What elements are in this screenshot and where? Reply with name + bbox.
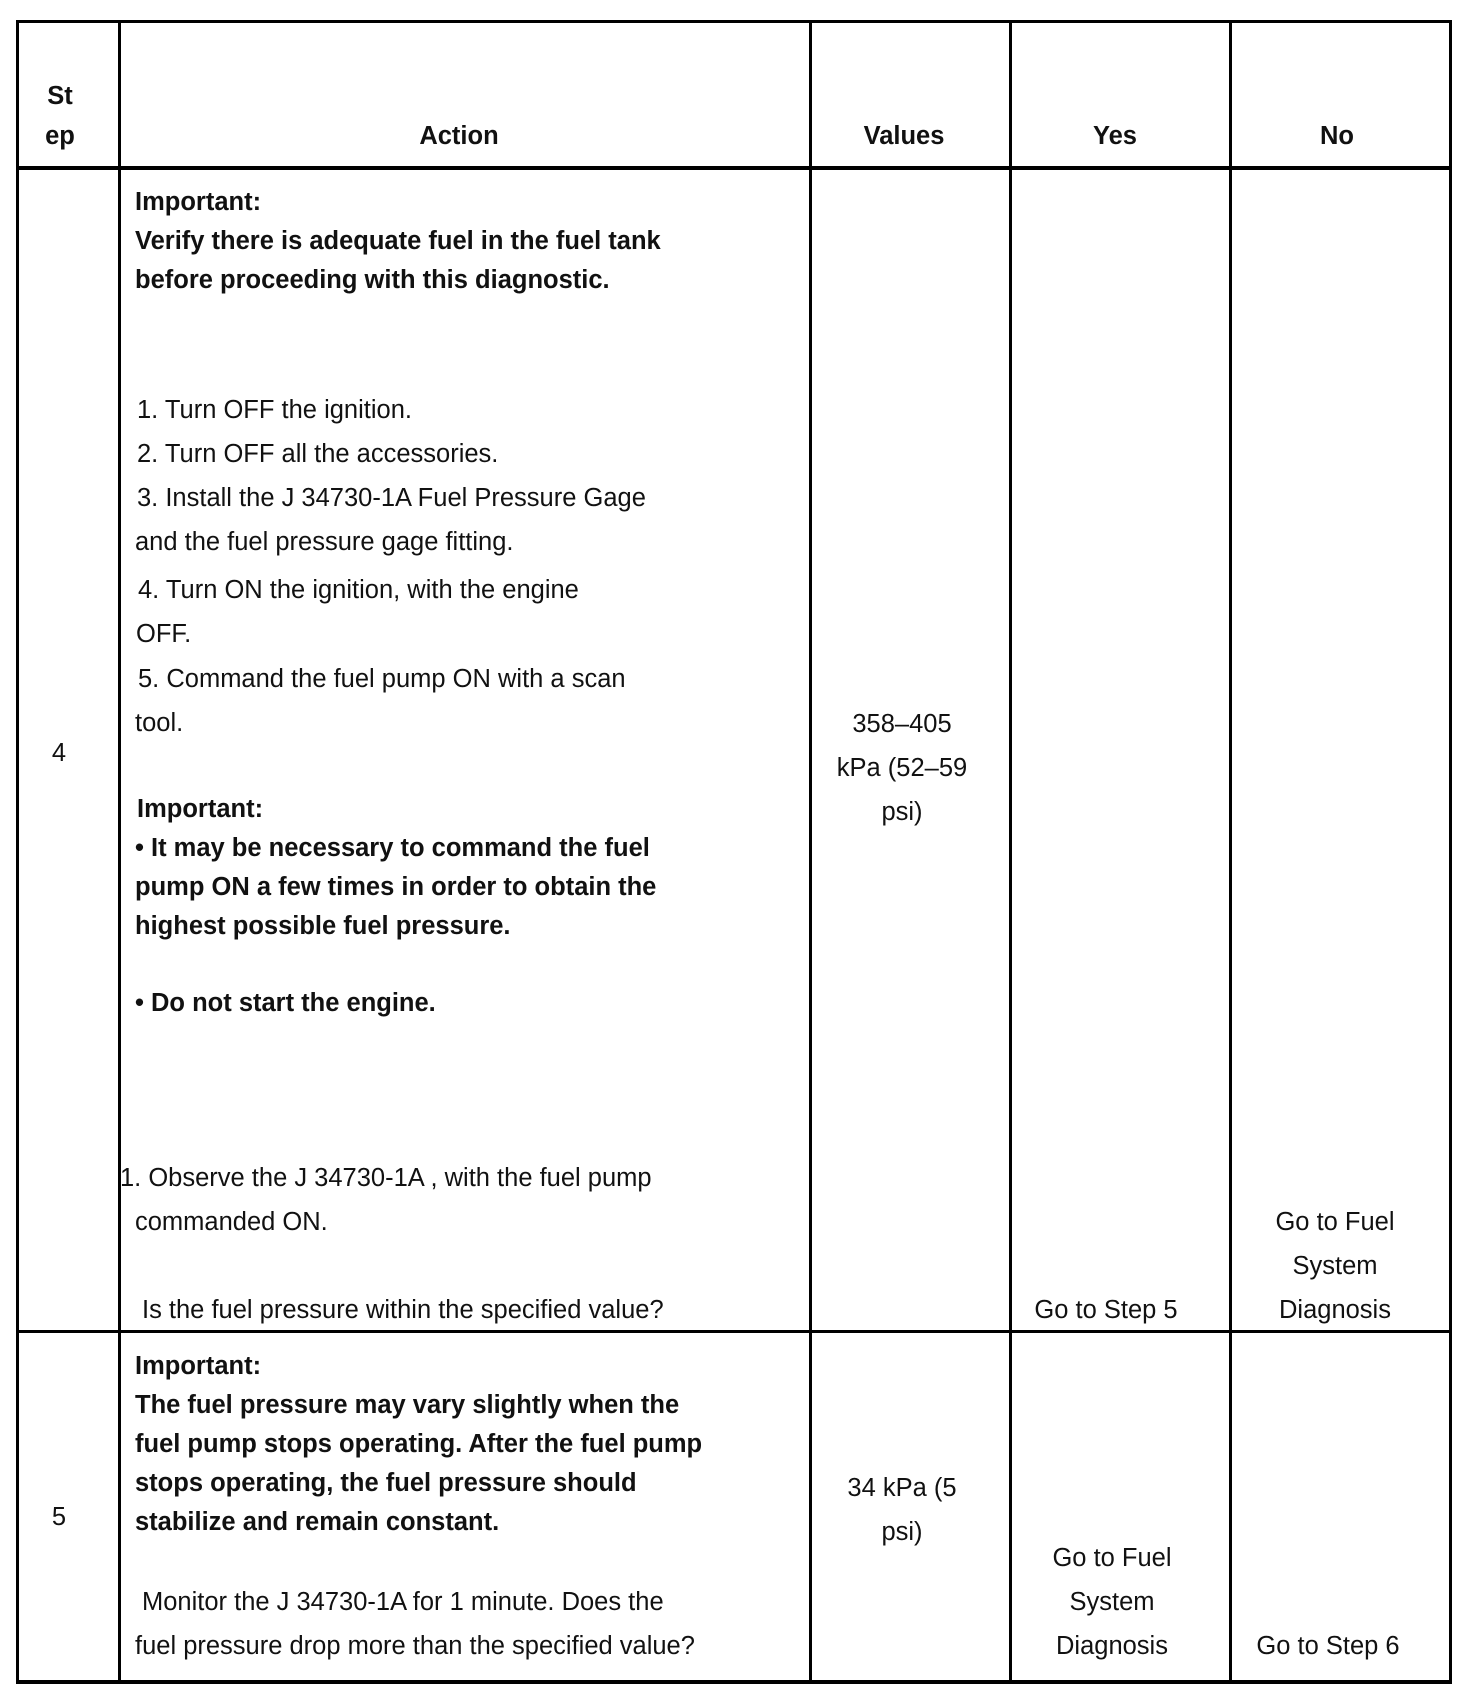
bullet-line: highest possible fuel pressure. xyxy=(135,912,511,940)
question: Is the fuel pressure within the specified value? xyxy=(142,1296,664,1324)
important-text xyxy=(135,222,661,300)
column-divider xyxy=(1229,20,1232,1684)
important-text xyxy=(135,1386,702,1542)
diagnostic-table xyxy=(16,20,1452,1684)
value-line: kPa (52–59 xyxy=(836,754,968,782)
important-label: Important: xyxy=(135,1352,262,1380)
observe-step: 1. Observe the J 34730-1A , with the fuel pump xyxy=(120,1164,652,1192)
question-continued: fuel pressure drop more than the specified value? xyxy=(135,1632,695,1660)
bullet-line: • It may be necessary to command the fuel xyxy=(135,834,650,862)
result-line: Diagnosis xyxy=(1279,1296,1391,1324)
no-result xyxy=(1275,1200,1394,1332)
observe-step-continued: commanded ON. xyxy=(135,1208,328,1236)
header-values: Values xyxy=(863,122,945,150)
result-line: Go to Fuel xyxy=(1052,1544,1172,1572)
procedure-step: 3. Install the J 34730-1A Fuel Pressure Gage xyxy=(137,484,646,512)
step-number: 4 xyxy=(51,739,67,767)
bullet-line: pump ON a few times in order to obtain the xyxy=(135,873,657,901)
important-bullet xyxy=(135,829,656,946)
procedure-step: 2. Turn OFF all the accessories. xyxy=(137,440,499,468)
important-label: Important: xyxy=(137,795,264,823)
header-no: No xyxy=(1320,122,1354,150)
result-line: Diagnosis xyxy=(1056,1632,1168,1660)
header-divider xyxy=(16,166,1452,170)
value-line: 34 kPa (5 xyxy=(847,1474,957,1502)
header-step-line: ep xyxy=(45,122,75,150)
table-border-top xyxy=(16,20,1452,23)
value-spec xyxy=(837,702,967,834)
important-label: Important: xyxy=(135,188,262,216)
header-step-line: St xyxy=(47,82,73,110)
step-number: 5 xyxy=(51,1503,67,1531)
header-step xyxy=(45,76,75,156)
procedure-step-continued: tool. xyxy=(135,709,184,737)
table-border-left xyxy=(16,20,19,1684)
column-divider xyxy=(809,20,812,1684)
header-action: Action xyxy=(419,122,499,150)
procedure-step: 4. Turn ON the ignition, with the engine xyxy=(138,576,579,604)
value-line: psi) xyxy=(881,1518,923,1546)
table-border-bottom xyxy=(16,1680,1452,1684)
value-line: psi) xyxy=(881,798,923,826)
procedure-step-continued: OFF. xyxy=(136,620,192,648)
question: Monitor the J 34730-1A for 1 minute. Does the xyxy=(142,1588,664,1616)
column-divider xyxy=(1009,20,1012,1684)
procedure-step-continued: and the fuel pressure gage fitting. xyxy=(135,528,514,556)
important-text-line: stops operating, the fuel pressure should xyxy=(135,1469,637,1497)
column-divider xyxy=(118,20,121,1684)
important-bullet: • Do not start the engine. xyxy=(135,989,436,1017)
result-line: System xyxy=(1292,1252,1378,1280)
yes-result: Go to Step 5 xyxy=(1034,1296,1178,1324)
result-line: System xyxy=(1069,1588,1155,1616)
result-line: Go to Fuel xyxy=(1275,1208,1395,1236)
important-text-line: stabilize and remain constant. xyxy=(135,1508,500,1536)
procedure-step: 1. Turn OFF the ignition. xyxy=(137,396,412,424)
value-spec xyxy=(847,1466,956,1554)
important-text-line: The fuel pressure may vary slightly when the xyxy=(135,1391,680,1419)
no-result: Go to Step 6 xyxy=(1256,1632,1400,1660)
important-text-line: before proceeding with this diagnostic. xyxy=(135,266,610,294)
important-text-line: Verify there is adequate fuel in the fuel tank xyxy=(135,227,661,255)
table-border-right xyxy=(1449,20,1452,1684)
value-line: 358–405 xyxy=(852,710,952,738)
header-yes: Yes xyxy=(1093,122,1137,150)
procedure-step: 5. Command the fuel pump ON with a scan xyxy=(138,665,626,693)
important-text-line: fuel pump stops operating. After the fuel pump xyxy=(135,1430,703,1458)
yes-result xyxy=(1052,1536,1171,1668)
